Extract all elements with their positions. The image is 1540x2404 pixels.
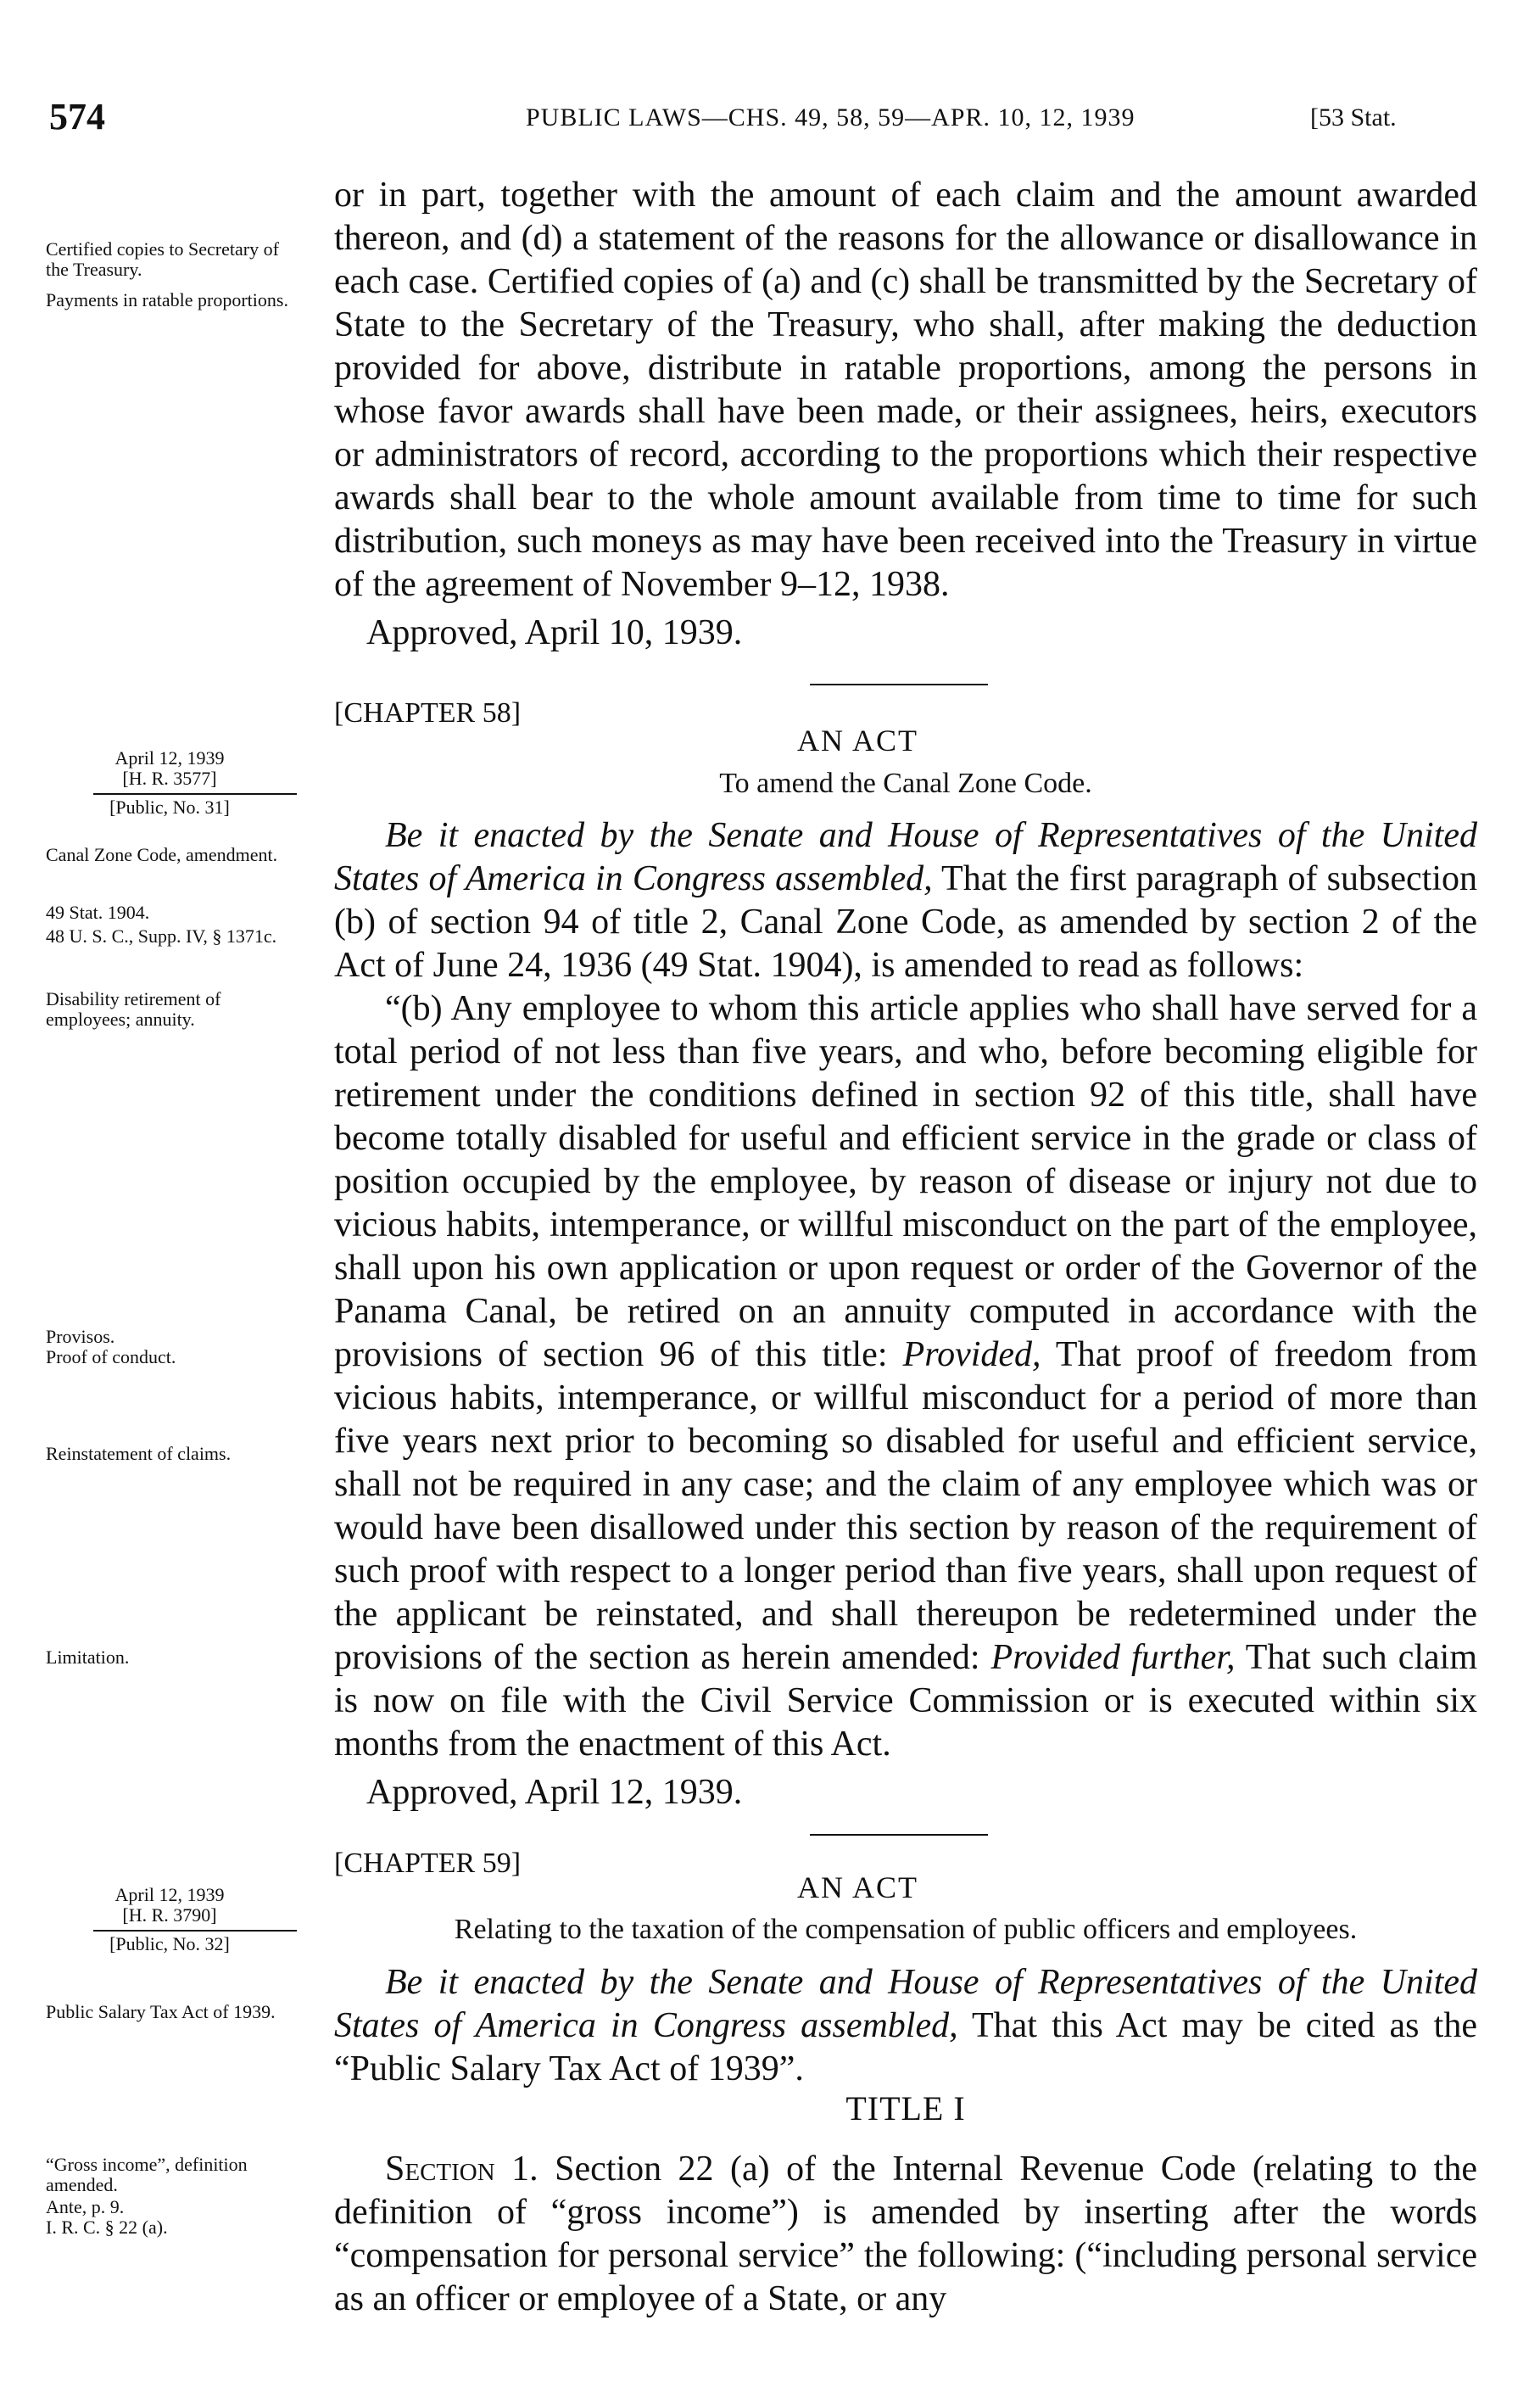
- margin-ch58-date: April 12, 1939: [114, 747, 225, 769]
- chapter-58-amended-text: [334, 987, 1477, 1766]
- margin-ch59-public: [Public, No. 32]: [109, 1933, 230, 1954]
- chapter-58-body: [334, 814, 1477, 1814]
- chapter-59-section-1: [334, 2148, 1477, 2321]
- chapter-59-body: [334, 1961, 1477, 2091]
- chapter-58-enacting-clause: [334, 814, 1477, 987]
- chapter-59-act-label: AN ACT: [797, 1870, 919, 1904]
- enacting-rest: That the first paragraph of subsection (b) of section 94 of title 2, Canal Zone Code, as amended by section 2 of the Act of June 24, 1936 (49 Stat. 1904), is amended to read as follows:: [334, 859, 1477, 985]
- margin-provisos: Provisos.: [46, 1326, 115, 1347]
- chapter-58-act-label: AN ACT: [797, 724, 919, 758]
- margin-proof: Proof of conduct.: [46, 1346, 176, 1367]
- provided-label: Provided,: [902, 1335, 1041, 1374]
- margin-ch59-date: April 12, 1939: [114, 1884, 225, 1905]
- enacting-italic: Be it enacted by the Senate and House of Representatives of the United States of America in Congress assembled,: [334, 1963, 1477, 2045]
- approved-line-1: Approved, April 10, 1939.: [366, 613, 743, 652]
- chapter-59-label: [CHAPTER 59]: [334, 1848, 522, 1879]
- margin-canal-zone: Canal Zone Code, amendment.: [46, 844, 278, 865]
- chapter-58-label: [CHAPTER 58]: [334, 697, 522, 729]
- title-heading: TITLE I: [845, 2089, 966, 2127]
- margin-irc-ref: I. R. C. § 22 (a).: [46, 2217, 168, 2238]
- section-divider: [810, 1834, 988, 1836]
- page-header: [0, 95, 1540, 137]
- page-number: 574: [49, 96, 105, 137]
- margin-ch58-public: [Public, No. 31]: [109, 797, 230, 818]
- section-1-text: [334, 2148, 1477, 2321]
- margin-limitation: Limitation.: [46, 1646, 130, 1668]
- margin-ante: Ante, p. 9.: [46, 2196, 125, 2217]
- margin-divider: [93, 793, 297, 795]
- section-1-body: Section 22 (a) of the Internal Revenue Code (relating to the definition of “gross income”) is amended by inserting after the words “compensation for personal service” the following: (“including personal service as an officer or employee of a State, or any: [334, 2150, 1477, 2318]
- margin-note-payments: Payments in ratable proportions.: [46, 289, 288, 310]
- margin-reinstatement: Reinstatement of claims.: [46, 1443, 232, 1464]
- amended-text-part1: “(b) Any employee to whom this article applies who shall have served for a total period of not less than five years, and who, before becoming eligible for retirement under the conditions defined in section 92 of this title, shall have become totally disabled for useful and efficient service in the grade or class of position occupied by the employee, by reason of disease or injury not due to vicious habits, intemperance, or willful misconduct on the part of the employee, shall upon his own application or upon request or order of the Governor of the Panama Canal, be retired on an annuity computed in accordance with the provisions of section 96 of this title:: [334, 989, 1477, 1374]
- approved-line-2: Approved, April 12, 1939.: [366, 1773, 743, 1812]
- section-divider: [810, 684, 988, 685]
- section-label: Section 1.: [385, 2150, 538, 2189]
- running-title: PUBLIC LAWS—CHS. 49, 58, 59—APR. 10, 12, 1939: [526, 103, 1135, 131]
- margin-divider: [93, 1930, 297, 1932]
- margin-disability: Disability retirement of employees; annuity.: [46, 988, 221, 1030]
- margin-usc-ref: 48 U. S. C., Supp. IV, § 1371c.: [46, 925, 277, 947]
- volume-reference: [53 Stat.: [1310, 103, 1397, 131]
- section-continuation: [334, 174, 1477, 655]
- chapter-58-purpose: To amend the Canal Zone Code.: [719, 768, 1092, 799]
- provided-further-label: Provided further,: [990, 1638, 1236, 1677]
- amended-text-part3: That such claim is now on file with the Civil Service Commission or is executed within six months from the enactment of this Act.: [334, 1638, 1477, 1764]
- margin-gross-income: “Gross income”, definition amended.: [46, 2154, 248, 2195]
- continuation-paragraph: or in part, together with the amount of each claim and the amount awarded thereon, and (d) a statement of the reasons for the allowance or disallowance in each case. Certified copies of (a) and (c) shall be transmitted by the Secretary of State to the Secretary of the Treasury, who shall, after making the deduction provided for above, distribute in ratable proportions, among the persons in whose favor awards shall have been made, or their assignees, heirs, executors or administrators of record, according to the proportions which their respective awards shall bear to the whole amount available from time to time for such distribution, such moneys as may have been received into the Treasury in virtue of the agreement of November 9–12, 1938.: [334, 176, 1477, 604]
- enacting-rest: That this Act may be cited as the “Public Salary Tax Act of 1939”.: [334, 2006, 1477, 2088]
- chapter-59-enacting-clause: [334, 1961, 1477, 2091]
- amended-text-part2: That proof of freedom from vicious habits, intemperance, or willful misconduct for a period of more than five years next prior to becoming so disabled for useful and efficient service, shall not be required in any case; and the claim of any employee which was or would have been disallowed under this section by reason of the requirement of such proof with respect to a longer period than five years, shall upon request of the applicant be reinstated, and shall thereupon be redetermined under the provisions of the section as herein amended:: [334, 1335, 1478, 1677]
- enacting-italic: Be it enacted by the Senate and House of Representatives of the United States of America in Congress assembled,: [334, 816, 1477, 898]
- margin-public-salary: Public Salary Tax Act of 1939.: [46, 2001, 276, 2022]
- margin-ch59-bill: [H. R. 3790]: [122, 1904, 217, 1926]
- margin-stat-ref: 49 Stat. 1904.: [46, 902, 150, 923]
- chapter-59-purpose: Relating to the taxation of the compensation of public officers and employees.: [454, 1914, 1358, 1945]
- margin-ch58-bill: [H. R. 3577]: [122, 768, 217, 789]
- margin-note-certified: Certified copies to Secretary of the Treasury.: [46, 238, 279, 280]
